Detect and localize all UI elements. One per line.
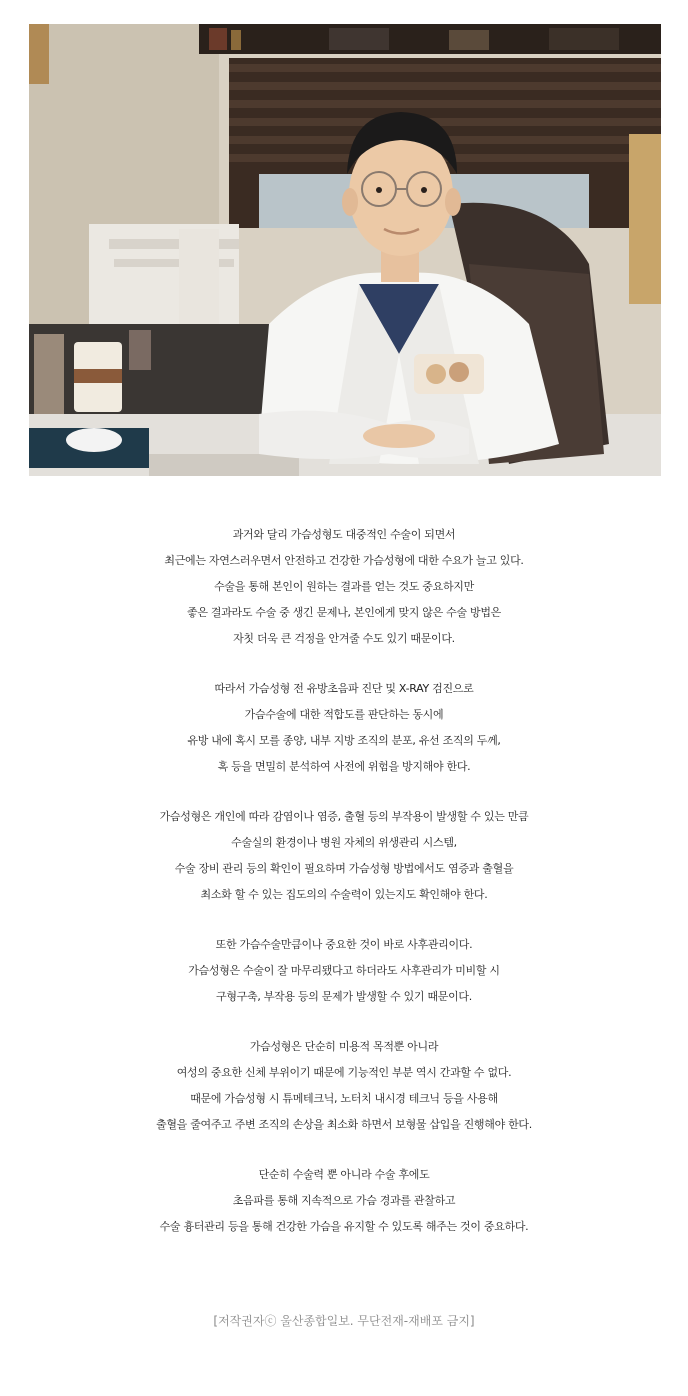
paragraph bbox=[0, 1162, 688, 1240]
text-line: 과거와 달리 가슴성형도 대중적인 수술이 되면서 bbox=[232, 528, 456, 541]
text-line: 수술 장비 관리 등의 확인이 필요하며 가슴성형 방법에서도 염증과 출혈을 bbox=[174, 862, 514, 875]
doctor-photo bbox=[29, 24, 661, 476]
paragraph bbox=[0, 522, 688, 652]
paragraph bbox=[0, 1034, 688, 1138]
text-line: 좋은 결과라도 수술 중 생긴 문제나, 본인에게 맞지 않은 수술 방법은 bbox=[187, 606, 501, 619]
text-line: 혹 등을 면밀히 분석하여 사전에 위험을 방지해야 한다. bbox=[217, 760, 471, 773]
text-line: 최근에는 자연스러우면서 안전하고 건강한 가슴성형에 대한 수요가 늘고 있다. bbox=[164, 554, 524, 567]
text-line: 수술실의 환경이나 병원 자체의 위생관리 시스템, bbox=[231, 836, 457, 849]
article-body bbox=[0, 522, 688, 1264]
paragraph bbox=[0, 932, 688, 1010]
text-line: 가슴성형은 수술이 잘 마무리됐다고 하더라도 사후관리가 미비할 시 bbox=[188, 964, 500, 977]
text-line: 자칫 더욱 큰 걱정을 안겨줄 수도 있기 때문이다. bbox=[233, 632, 455, 645]
paragraph bbox=[0, 676, 688, 780]
text-line: 출혈을 줄여주고 주변 조직의 손상을 최소화 하면서 보형물 삽입을 진행해야 한다. bbox=[156, 1118, 532, 1131]
text-line: 유방 내에 혹시 모를 종양, 내부 지방 조직의 분포, 유선 조직의 두께, bbox=[187, 734, 501, 747]
text-line: 수술을 통해 본인이 원하는 결과를 얻는 것도 중요하지만 bbox=[214, 580, 474, 593]
doctor-photo-illustration bbox=[29, 24, 661, 476]
text-line: 가슴수술에 대한 적합도를 판단하는 동시에 bbox=[244, 708, 444, 721]
text-line: 또한 가슴수술만큼이나 중요한 것이 바로 사후관리이다. bbox=[215, 938, 473, 951]
text-line: 단순히 수술력 뿐 아니라 수술 후에도 bbox=[258, 1168, 430, 1181]
text-line: 최소화 할 수 있는 집도의의 수술력이 있는지도 확인해야 한다. bbox=[200, 888, 488, 901]
text-line: 따라서 가슴성형 전 유방초음파 진단 및 X-RAY 검진으로 bbox=[214, 682, 474, 695]
text-line: 구형구축, 부작용 등의 문제가 발생할 수 있기 때문이다. bbox=[216, 990, 472, 1003]
copyright-notice: [저작권자ⓒ 울산종합일보. 무단전재-재배포 금지] bbox=[213, 1314, 475, 1328]
text-line: 가슴성형은 단순히 미용적 목적뿐 아니라 bbox=[249, 1040, 439, 1053]
paragraph bbox=[0, 804, 688, 908]
text-line: 여성의 중요한 신체 부위이기 때문에 기능적인 부분 역시 간과할 수 없다. bbox=[176, 1066, 512, 1079]
text-line: 초음파를 통해 지속적으로 가슴 경과를 관찰하고 bbox=[232, 1194, 456, 1207]
text-line: 때문에 가슴성형 시 튜메테크닉, 노터치 내시경 테크닉 등을 사용해 bbox=[190, 1092, 498, 1105]
text-line: 수술 흉터관리 등을 통해 건강한 가슴을 유지할 수 있도록 해주는 것이 중요하다. bbox=[159, 1220, 529, 1233]
text-line: 가슴성형은 개인에 따라 감염이나 염증, 출혈 등의 부작용이 발생할 수 있는 만큼 bbox=[159, 810, 529, 823]
